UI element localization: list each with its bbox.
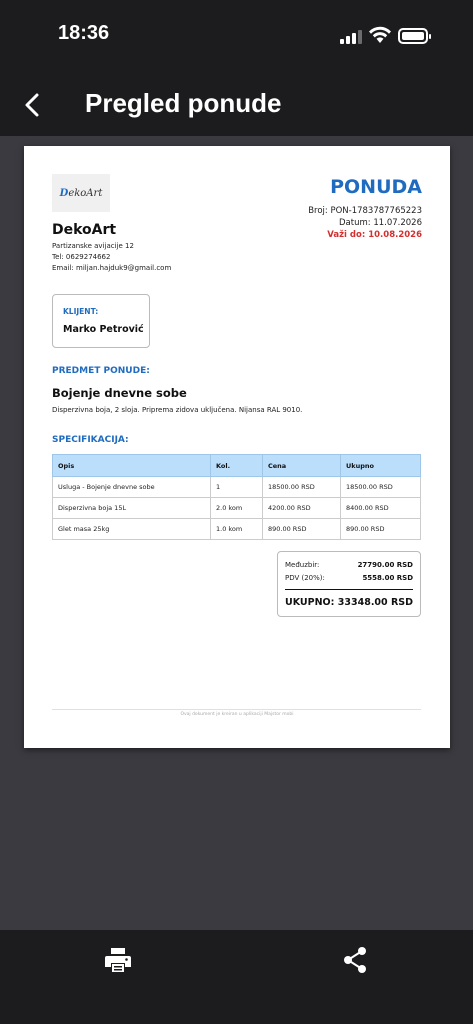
offer-number: Broj: PON-1783787765223 xyxy=(308,206,422,216)
cell-price: 4200.00 RSD xyxy=(263,498,341,519)
totals-box xyxy=(277,551,421,617)
offer-date: Datum: 11.07.2026 xyxy=(339,218,422,228)
status-time: 18:36 xyxy=(58,22,110,44)
spec-table xyxy=(52,454,421,540)
table-row xyxy=(53,477,421,498)
totals-divider xyxy=(285,589,413,590)
cell-total: 8400.00 RSD xyxy=(341,498,421,519)
chevron-left-icon[interactable] xyxy=(18,90,48,120)
vat-row xyxy=(285,574,413,582)
subject-label: PREDMET PONUDE: xyxy=(52,366,150,376)
cell-price: 890.00 RSD xyxy=(263,519,341,540)
cell-total: 890.00 RSD xyxy=(341,519,421,540)
cell-description: Disperzivna boja 15L xyxy=(53,498,211,519)
client-label: KLIJENT: xyxy=(63,307,99,316)
table-row xyxy=(53,519,421,540)
subtotal-row xyxy=(285,561,413,569)
cell-total: 18500.00 RSD xyxy=(341,477,421,498)
bottom-action-bar xyxy=(0,930,473,1024)
column-header-kol: Kol. xyxy=(211,455,263,477)
document-viewer[interactable] xyxy=(0,136,473,930)
document-heading: PONUDA xyxy=(330,176,422,198)
cell-quantity: 1.0 kom xyxy=(211,519,263,540)
spec-label: SPECIFIKACIJA: xyxy=(52,435,129,445)
table-row xyxy=(53,498,421,519)
battery-icon xyxy=(398,28,428,44)
client-box xyxy=(52,294,150,348)
cell-price: 18500.00 RSD xyxy=(263,477,341,498)
company-logo: DekoArt xyxy=(52,174,110,212)
vat-value: 5558.00 RSD xyxy=(362,574,413,582)
company-address: Partizanske avijacije 12 xyxy=(52,242,134,250)
footer-divider xyxy=(52,709,421,710)
cell-quantity: 1 xyxy=(211,477,263,498)
app-bar xyxy=(0,72,473,136)
column-header-cena: Cena xyxy=(263,455,341,477)
cellular-signal-icon xyxy=(340,30,362,44)
column-header-ukupno: Ukupno xyxy=(341,455,421,477)
column-header-opis: Opis xyxy=(53,455,211,477)
offer-document xyxy=(24,146,450,748)
subject-title: Bojenje dnevne sobe xyxy=(52,386,187,400)
subtotal-value: 27790.00 RSD xyxy=(357,561,413,569)
subtotal-label: Međuzbir: xyxy=(285,561,320,569)
share-icon[interactable] xyxy=(341,946,369,974)
cell-description: Glet masa 25kg xyxy=(53,519,211,540)
offer-valid-until: Važi do: 10.08.2026 xyxy=(327,230,422,240)
cell-quantity: 2.0 kom xyxy=(211,498,263,519)
page-title: Pregled ponude xyxy=(85,88,282,118)
wifi-icon xyxy=(368,26,392,44)
status-bar xyxy=(0,0,473,72)
grand-total-row xyxy=(285,597,413,608)
printer-icon[interactable] xyxy=(104,946,132,974)
client-name: Marko Petrović xyxy=(63,324,144,335)
vat-label: PDV (20%): xyxy=(285,574,325,582)
document-footer: Ovaj dokument je kreiran u aplikaciji Majstor mobi xyxy=(180,712,294,717)
subject-description: Disperzivna boja, 2 sloja. Priprema zidova uključena. Nijansa RAL 9010. xyxy=(52,406,303,414)
company-email: Email: miljan.hajduk9@gmail.com xyxy=(52,264,172,272)
grand-total-label: UKUPNO: xyxy=(285,597,335,608)
company-phone: Tel: 0629274662 xyxy=(52,253,111,261)
table-header-row xyxy=(53,455,421,477)
cell-description: Usluga - Bojenje dnevne sobe xyxy=(53,477,211,498)
grand-total-value: 33348.00 RSD xyxy=(337,597,413,608)
company-name: DekoArt xyxy=(52,222,117,238)
